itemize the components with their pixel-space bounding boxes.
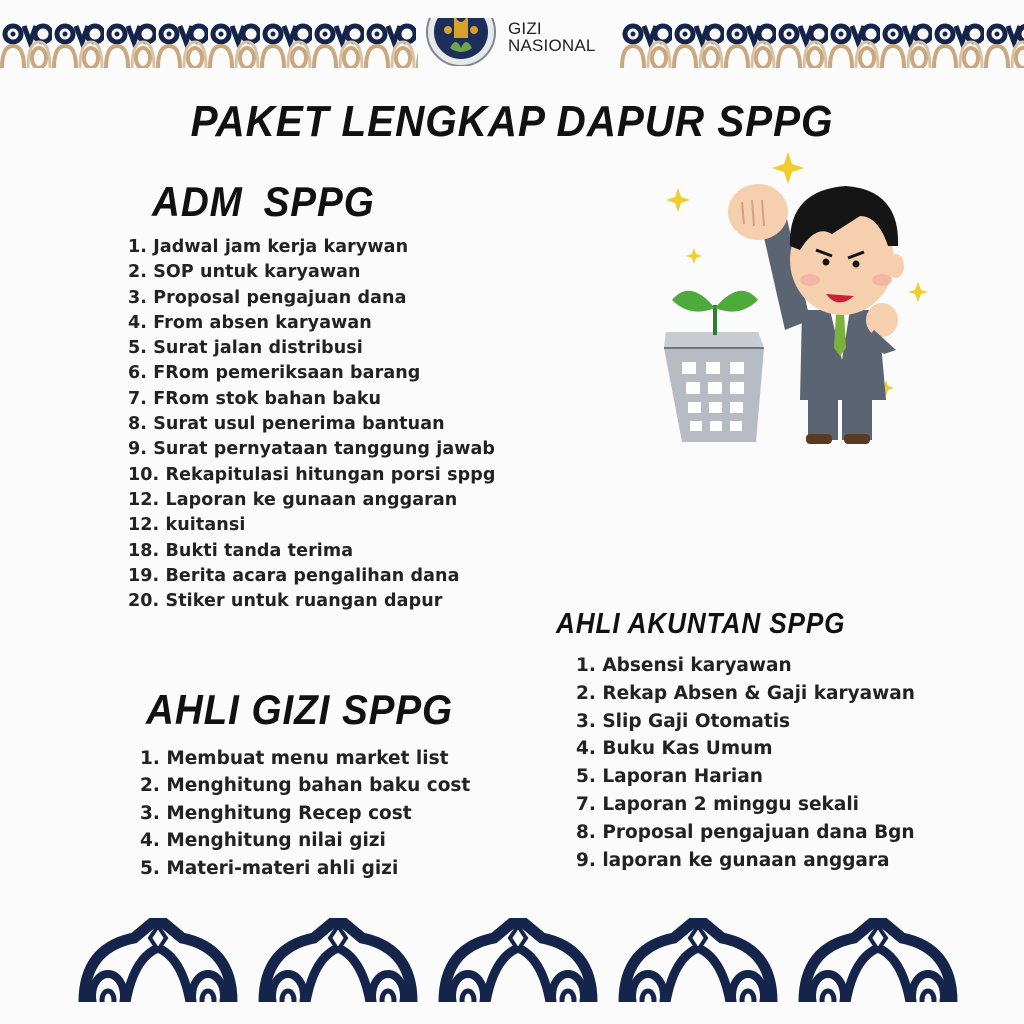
- list-item: 18. Bukti tanda terima: [128, 540, 354, 561]
- list-item: 4. From absen karyawan: [128, 312, 372, 333]
- list-item: 12. kuitansi: [128, 515, 246, 536]
- list-item: 5. Materi-materi ahli gizi: [140, 857, 399, 879]
- list-item: 1. Membuat menu market list: [140, 748, 449, 769]
- list-item: 8. Proposal pengajuan dana Bgn: [576, 821, 915, 843]
- footer-ornament: [74, 918, 966, 1002]
- list-item: 4. Menghitung nilai gizi: [140, 830, 386, 852]
- ornament-pattern-icon: [0, 20, 418, 68]
- brand-line-1: GIZI: [508, 19, 542, 38]
- section-heading-adm: ADM SPPG: [152, 178, 375, 225]
- list-item: 1. Absensi karyawan: [576, 655, 792, 676]
- list-item: 7. FRom stok bahan baku: [128, 388, 382, 409]
- list-item: 2. SOP untuk karyawan: [128, 262, 361, 283]
- list-item: 9. Surat pernyataan tanggung jawab: [128, 439, 496, 460]
- list-item: 10. Rekapitulasi hitungan porsi sppg: [128, 464, 496, 485]
- list-item: 4. Buku Kas Umum: [576, 738, 773, 760]
- list-item: 8. Surat usul penerima bantuan: [128, 414, 445, 435]
- list-item: 2. Rekap Absen & Gaji karyawan: [576, 682, 915, 704]
- list-item: 3. Proposal pengajuan dana: [128, 287, 407, 308]
- list-item: 3. Slip Gaji Otomatis: [576, 710, 791, 732]
- section-heading-gizi: AHLI GIZI SPPG: [146, 686, 454, 733]
- header-ornament-left: [0, 20, 418, 68]
- gizi-list: [140, 745, 470, 882]
- list-item: 12. Laporan ke gunaan anggaran: [128, 489, 458, 510]
- ornament-pattern-icon: [620, 20, 1024, 68]
- list-item: 7. Laporan 2 minggu sekali: [576, 793, 860, 815]
- adm-list: [128, 235, 495, 614]
- list-item: 6. FRom pemeriksaan barang: [128, 363, 421, 384]
- businessman-cheering-illustration-icon: [660, 150, 940, 450]
- brand-line-2: NASIONAL: [508, 36, 596, 55]
- list-item: 20. Stiker untuk ruangan dapur: [128, 591, 443, 612]
- section-heading-akuntan: AHLI AKUNTAN SPPG: [556, 608, 846, 640]
- akuntan-list: [576, 652, 915, 874]
- list-item: 1. Jadwal jam kerja karywan: [128, 237, 409, 257]
- list-item: 5. Surat jalan distribusi: [128, 338, 363, 359]
- header-ornament-right: [620, 20, 1024, 68]
- ornamental-border-icon: [74, 918, 966, 1002]
- list-item: 5. Laporan Harian: [576, 766, 763, 788]
- brand-name: [508, 20, 596, 54]
- list-item: 2. Menghitung bahan baku cost: [140, 775, 471, 797]
- list-item: 19. Berita acara pengalihan dana: [128, 565, 460, 586]
- page-title: PAKET LENGKAP DAPUR SPPG: [190, 97, 834, 146]
- list-item: 3. Menghitung Recep cost: [140, 802, 412, 824]
- agency-emblem-icon: [424, 18, 498, 66]
- list-item: 9. laporan ke gunaan anggara: [576, 849, 890, 871]
